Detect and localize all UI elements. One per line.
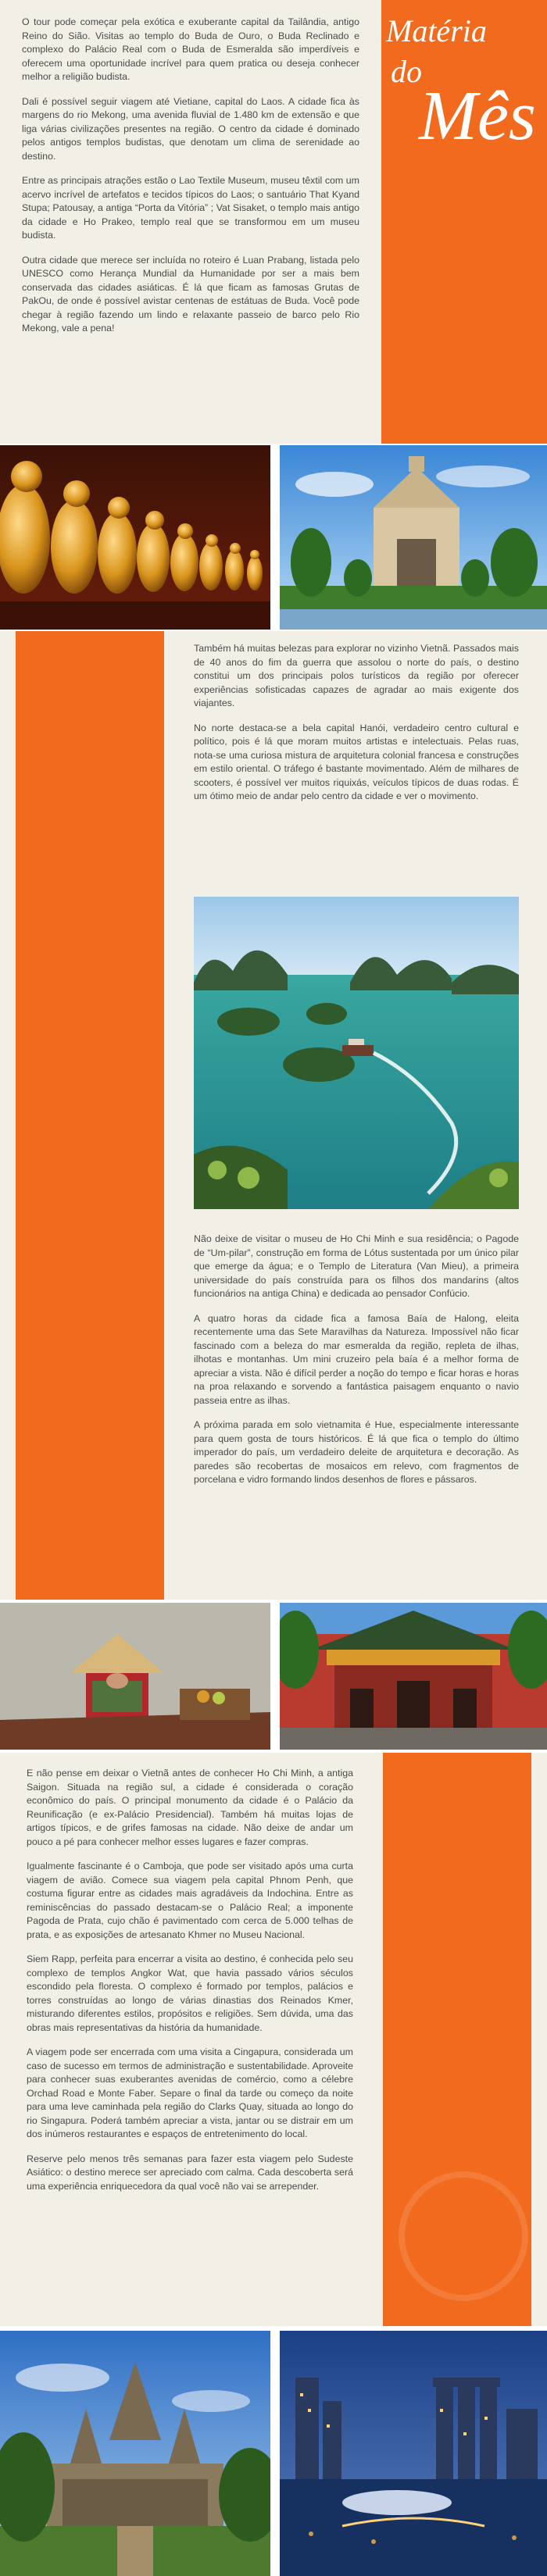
side-band-left — [16, 631, 164, 1600]
paragraph: Igualmente fascinante é o Camboja, que pode ser visitado após uma curta viagem de avião. Comece sua viagem pela capital Phnom Penh, que costuma figurar entre as cidades mais agradáveis da Indochina. Entre as reminiscências do passado destacam-se o Palácio Real; a imponente Pagoda de Prata, cujo chão é pavimentado com cerca de 5.000 telhas de prata, e as exposições de artesanato Khmer no Museu Nacional. — [27, 1861, 353, 1940]
halong-bay-photo — [194, 897, 519, 1209]
section3-text — [27, 1767, 353, 2204]
paragraph: Também há muitas belezas para explorar no vizinho Vietnã. Passados mais de 40 anos do fim da guerra que assolou o norte do país, o destino constitui um dos principais polos turísticos da região por oferecer experiências sofisticadas capazes de agradar ao mais exigente dos viajantes. — [194, 643, 519, 708]
vendor-boat-photo — [0, 1603, 270, 1750]
paragraph: Não deixe de visitar o museu de Ho Chi Minh e sua residência; o Pagode de “Um-pilar”, construção em forma de Lótus sustentada por um único pilar que emerge da água; e o Templo de Literatura (Van Mieu), a primeira universidade do país construída para os filhos dos mandarins (altos funcionários na antiga China) e dedicada ao pensador Confúcio. — [194, 1233, 519, 1299]
paragraph: Siem Rapp, perfeita para encerrar a visita ao destino, é conhecida pelo seu complexo de templos Angkor Wat, que havia passado vários séculos escondido pela floresta. O complexo é formado por templos, palácios e torres construídas ao longo de várias dinastias dos Reinados Kmer, misturando diferentes estilos, propósitos e religiões. Sem dúvida, uma das obras mais representativas da história da humanidade. — [27, 1953, 353, 2033]
paragraph: Entre as principais atrações estão o Lao Textile Museum, museu têxtil com um acervo incrível de artefatos e tecidos típicos do Laos; o santuário That Kyand Stupa; Patousay, a antiga “Porta da Vitória” ; Vat Sisaket, o templo mais antigo da cidade e Ho Prakeo, templo real que se transformou em um museu budista. — [22, 175, 359, 241]
hue-gate-photo — [280, 1603, 547, 1750]
paragraph: A viagem pode ser encerrada com uma visita a Cingapura, considerada um caso de sucesso em termos de administração e sustentabilidade. Aproveite para conhecer suas exuberantes avenidas de comércio, como a célebre Orchad Road e Monte Faber. Separe o final da tarde ou começo da noite para uma leve caminhada pela região do Clarks Quay, situada ao longo do rio Singapura. Poderá também apreciar a vista, jantar ou se distrair em um dos inúmeros restaurantes e espaços de entretenimento do local. — [27, 2046, 353, 2139]
title-word-3: Mês — [419, 77, 536, 155]
section1-text — [22, 16, 359, 347]
paragraph: Outra cidade que merece ser incluída no roteiro é Luan Prabang, listada pelo UNESCO como Herança Mundial da Humanidade por ser a mais bem conservada das cidades asiáticas. É lá que ficam as famosas Grutas de PakOu, de onde é possível avistar centenas de estátuas de Buda. Você pode chegar à região fazendo um lindo e relaxante passeio de barco pelo Rio Mekong, vale a pena! — [22, 254, 359, 334]
paragraph: A próxima parada em solo vietnamita é Hue, especialmente interessante para quem gosta de tours históricos. É lá que fica o templo do último imperador do país, um verdadeiro deleite de arquitetura e decoração. As paredes são recobertas de mosaicos em relevo, com fragmentos de porcelana e vidro formando lindos desenhos de flores e pássaros. — [194, 1419, 519, 1485]
watermark-circle — [399, 2171, 528, 2301]
section2-text-bottom — [194, 1233, 519, 1498]
angkor-temple-photo — [0, 2331, 270, 2576]
paragraph: Dali é possível seguir viagem até Vietiane, capital do Laos. A cidade fica às margens do rio Mekong, uma avenida fluvial de 1.480 km de extensão e que liga várias civilizações presentes na região. O centro da cidade é dominado pelos antigos templos budistas, que denotam um clima de serenidade ao destino. — [22, 95, 359, 162]
singapore-marina-photo — [280, 2331, 547, 2576]
paragraph: O tour pode começar pela exótica e exuberante capital da Tailândia, antigo Reino do Sião. Visitas ao templo do Buda de Ouro, o Buda Reclinado e complexo do Palácio Real com o Buda de Esmeralda são imperdíveis e oferecem uma oportunidade incrível para quem pratica ou deseja conhecer melhor a religião budista. — [22, 16, 359, 82]
buddha-statues-photo — [0, 445, 270, 630]
paragraph: Reserve pelo menos três semanas para fazer esta viagem pelo Sudeste Asiático: o destino merece ser apreciado com calma. Cada descoberta será uma experiência enriquecedora da qual você não vai se arrepender. — [27, 2153, 353, 2192]
title-word-2: do — [391, 54, 422, 89]
paragraph: E não pense em deixar o Vietnã antes de conhecer Ho Chi Minh, a antiga Saigon. Situada na região sul, a cidade é considerada o coração econômico do país. O principal monumento da cidade é o Palácio da Reunificação (e ex-Palácio Presidencial). Também há muitas lojas de artigos típicos, e de grifes famosas na cidade. Não deixe de andar um pouco a pé para conhecer melhor esses lugares e fazer compras. — [27, 1768, 353, 1847]
section2-text-top — [194, 642, 519, 815]
paragraph: No norte destaca-se a bela capital Hanói, verdadeiro centro cultural e político, pois é lá que moram muitos artistas e intelectuais. Pelas ruas, nota-se uma curiosa mistura de arquitetura colonial francesa e construções em estilo oriental. O tráfego é bastante movimentado. Além de milhares de scooters, é possível ver muitos riquixás, veículos típicos de duas rodas. É um ótimo meio de andar pelo centro da cidade e ver o movimento. — [194, 722, 519, 801]
patuxai-monument-photo — [280, 445, 547, 630]
paragraph: A quatro horas da cidade fica a famosa Baía de Halong, eleita recentemente uma das Sete Maravilhas da Natureza. Impossível não ficar fascinado com a beleza do mar esmeralda da região, repleta de ilhas, ilhotas e montanhas. Um mini cruzeiro pela baía é a melhor forma de apreciar a vista. Não é difícil perder a noção do tempo e ficar horas e horas na proa relaxando e sorvendo a fantástica paisagem enquanto o navio passeia entre as ilhas. — [194, 1312, 519, 1406]
title-word-1: Matéria — [386, 13, 487, 48]
